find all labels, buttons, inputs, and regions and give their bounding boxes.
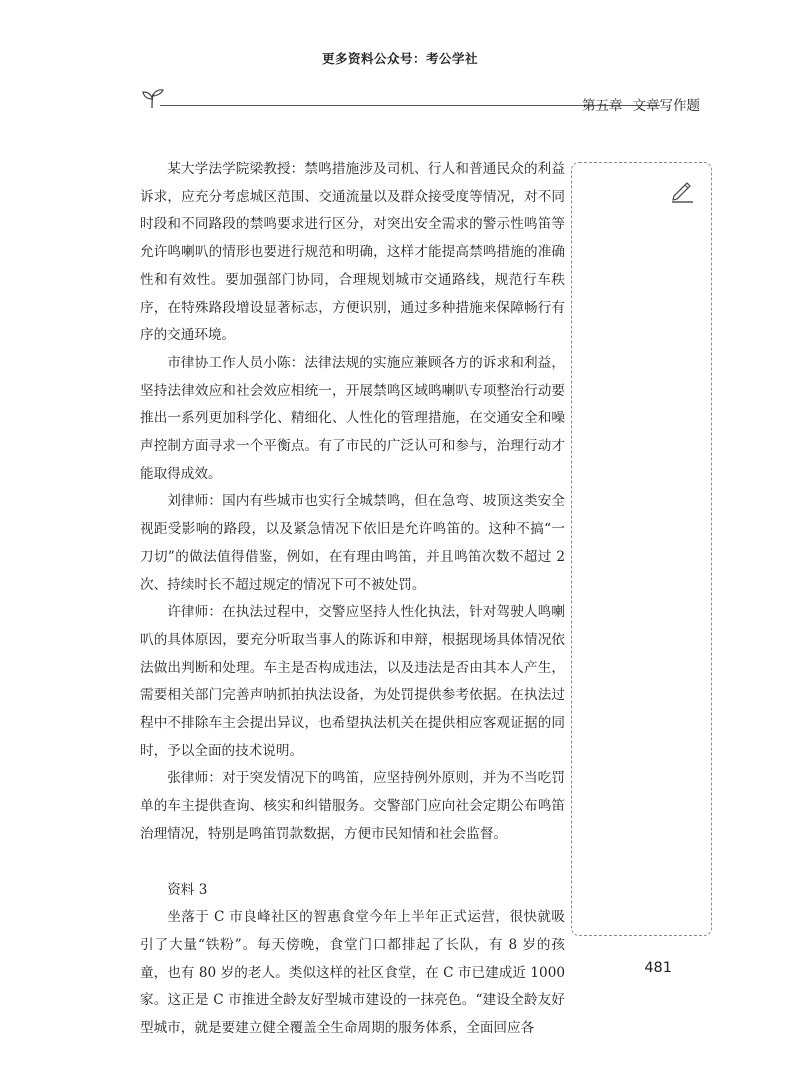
notes-box — [571, 162, 712, 936]
page-number: 481 — [644, 960, 672, 976]
paragraph: 刘律师：国内有些城市也实行全城禁鸣，但在急弯、坡顶这类安全视距受影响的路段，以及紧急情况下依旧是允许鸣笛的。这种不搞“一刀切”的做法值得借鉴，例如，在有理由鸣笛，并且鸣笛次数不超过 2 次、持续时长不超过规定的情况下可不被处罚。 — [140, 493, 565, 593]
paragraph: 坐落于 C 市良峰社区的智惠食堂今年上半年正式运营，很快就吸引了大量“铁粉”。每天傍晚，食堂门口都排起了长队，有 8 岁的孩童，也有 80 岁的老人。类似这样的社区食堂，在 C 市已建成近 1000 家。这正是 C 市推进全龄友好型城市建设的一抹亮色。“建设全龄友好型城市，就是要建立健全覆盖全生命周期的服务体系，全面回应各 — [140, 909, 565, 1037]
paragraph: 某大学法学院梁教授：禁鸣措施涉及司机、行人和普通民众的利益诉求，应充分考虑城区范围、交通流量以及群众接受度等情况，对不同时段和不同路段的禁鸣要求进行区分，对突出安全需求的警示性鸣笛等允许鸣喇叭的情形也要进行规范和明确，这样才能提高禁鸣措施的准确性和有效性。要加强部门协同，合理规划城市交通路线，规范行车秩序，在特殊路段增设显著标志，方便识别，通过多种措施来保障畅行有序的交通环境。 — [140, 161, 565, 344]
chapter-title: 文章写作题 — [632, 98, 700, 114]
chapter-number: 第五章 — [582, 98, 623, 114]
sprout-icon — [140, 88, 166, 110]
top-banner: 更多资料公众号：考公学社 — [321, 51, 478, 66]
chapter-heading — [582, 94, 700, 114]
paragraph: 张律师：对于突发情况下的鸣笛，应坚持例外原则，并为不当吃罚单的车主提供查询、核实和纠错服务。交警部门应向社会定期公布鸣笛治理情况，特别是鸣笛罚款数据，方便市民知情和社会监督。 — [140, 770, 565, 842]
section-title: 资料 3 — [167, 881, 208, 898]
pencil-icon — [669, 177, 695, 203]
running-header — [140, 86, 700, 122]
paragraph: 市律协工作人员小陈：法律法规的实施应兼顾各方的诉求和利益，坚持法律效应和社会效应相统一，开展禁鸣区域鸣喇叭专项整治行动要推出一系列更加科学化、精细化、人性化的管理措施，在交通安全和噪声控制方面寻求一个平衡点。有了市民的广泛认可和参与，治理行动才能取得成效。 — [140, 354, 565, 482]
main-text — [140, 156, 565, 1043]
paragraph: 许律师：在执法过程中，交警应坚持人性化执法，针对驾驶人鸣喇叭的具体原因，要充分听取当事人的陈诉和申辩，根据现场具体情况依法做出判断和处理。车主是否构成违法，以及违法是否由其本人产生，需要相关部门完善声呐抓拍执法设备，为处罚提供参考依据。在执法过程中不排除车主会提出异议，也希望执法机关在提供相应客观证据的同时，予以全面的技术说明。 — [140, 604, 565, 759]
